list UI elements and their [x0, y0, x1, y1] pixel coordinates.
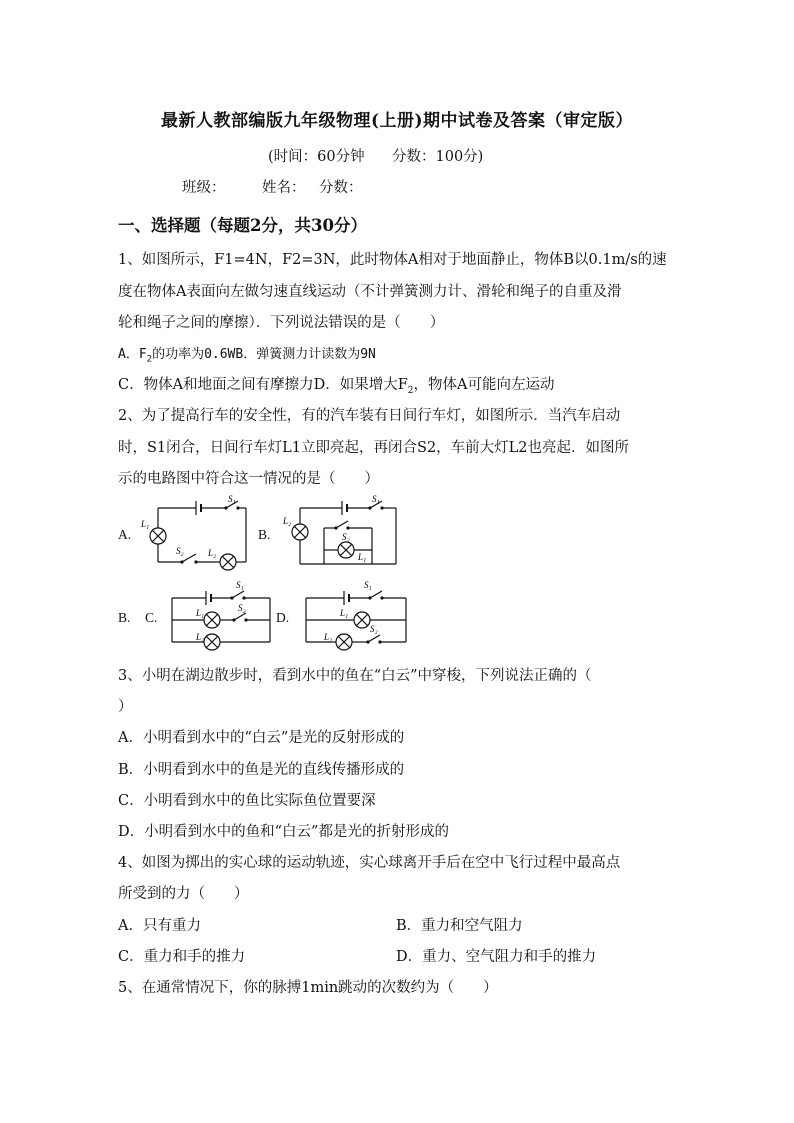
circuit-c-s1: S₁ — [236, 580, 244, 590]
name-label: 姓名： — [262, 180, 306, 196]
circuit-c-l2: L₂ — [196, 632, 205, 642]
circuit-diagram-b — [280, 494, 404, 574]
page-title: 最新人教部编版九年级物理(上册)期中试卷及答案（审定版） — [160, 111, 634, 131]
q1-option-a-prefix: A．F — [118, 347, 147, 362]
circuit-b-l1: L₁ — [358, 552, 367, 562]
q4-option-a: A．只有重力 — [118, 918, 201, 934]
q2-line-2: 时，S1闭合，日间行车灯L1立即亮起，再闭合S2，车前大灯L2也亮起．如图所 — [118, 440, 630, 456]
exam-total-score: 分数：100分) — [392, 149, 484, 165]
circuit-diagram-c — [160, 578, 278, 656]
q3-option-c: C．小明看到水中的鱼比实际鱼位置要深 — [118, 793, 376, 809]
q4-line-2: 所受到的力（ ） — [118, 886, 249, 902]
q1-option-c-subscript: 2 — [407, 385, 414, 396]
circuit-b-l2: L₂ — [283, 516, 292, 526]
circuit-a-label: A. — [118, 527, 132, 542]
q2-line-3: 示的电路图中符合这一情况的是（ ） — [118, 471, 379, 487]
circuit-a-l2: L₂ — [208, 548, 217, 558]
q1-line-2: 度在物体A表面向左做匀速直线运动（不计弹簧测力计、滑轮和绳子的自重及滑 — [118, 284, 622, 300]
q4-option-d: D．重力、空气阻力和手的推力 — [396, 949, 597, 965]
q4-option-b: B．重力和空气阻力 — [396, 918, 523, 934]
q1-option-c-text: ，物体A可能向左运动 — [413, 377, 555, 393]
q1-option-a-text: 的功率为0.6WB．弹簧测力计读数为9N — [152, 347, 376, 362]
circuit-a-s2: S₂ — [176, 546, 184, 556]
section-heading: 一、选择题（每题2分，共30分） — [118, 216, 367, 235]
circuit-d-l1: L₁ — [340, 608, 349, 618]
circuit-d-label: D. — [276, 610, 290, 625]
circuit-b2-label: B. — [118, 610, 131, 625]
q1-line-1: 1、如图所示，F1=4N，F2=3N，此时物体A相对于地面静止，物体B以0.1m/s的速 — [118, 252, 667, 268]
exam-time: (时间：60分钟 — [268, 149, 365, 165]
circuit-d-s2: S₂ — [370, 624, 378, 634]
q3-option-b: B．小明看到水中的鱼是光的直线传播形成的 — [118, 762, 405, 778]
circuit-d-s1: S₁ — [364, 580, 372, 590]
q3-line-1: 3、小明在湖边散步时，看到水中的鱼在“白云”中穿梭，下列说法正确的（ — [118, 668, 592, 684]
q4-line-1: 4、如图为掷出的实心球的运动轨迹，实心球离开手后在空中飞行过程中最高点 — [118, 855, 621, 871]
circuit-diagram-a — [138, 494, 256, 572]
circuit-b-label: B. — [258, 527, 271, 542]
q3-option-d: D．小明看到水中的鱼和“白云”都是光的折射形成的 — [118, 824, 449, 840]
q1-option-ab — [118, 343, 376, 365]
circuit-c-l1: L₁ — [196, 608, 205, 618]
circuit-b-s1: S₁ — [372, 494, 380, 504]
circuit-b-s2: S₂ — [342, 532, 350, 542]
q5-line-1: 5、在通常情况下，你的脉搏1min跳动的次数约为（ ） — [118, 980, 498, 996]
q3-option-a: A．小明看到水中的“白云”是光的反射形成的 — [118, 730, 405, 746]
q1-line-3: 轮和绳子之间的摩擦）．下列说法错误的是（ ） — [118, 315, 445, 331]
points-label: 分数： — [319, 180, 363, 196]
q4-option-c: C．重力和手的推力 — [118, 949, 246, 965]
circuit-a-s1: S₁ — [228, 494, 236, 504]
q2-line-1: 2、为了提高行车的安全性，有的汽车装有日间行车灯，如图所示．当汽车启动 — [118, 408, 621, 424]
circuit-d-l2: L₂ — [324, 632, 333, 642]
q3-line-2: ） — [118, 699, 133, 715]
circuit-c-label: C. — [145, 610, 158, 625]
circuit-c-s2: S₂ — [238, 603, 246, 613]
class-label: 班级： — [182, 180, 226, 196]
circuit-diagram-d — [294, 578, 414, 656]
q1-option-c-prefix: C．物体A和地面之间有摩擦力D．如果增大F — [118, 377, 408, 393]
q1-option-a-subscript: 2 — [146, 354, 153, 365]
circuit-a-l1: L₁ — [141, 519, 150, 529]
q1-option-cd — [118, 373, 554, 396]
